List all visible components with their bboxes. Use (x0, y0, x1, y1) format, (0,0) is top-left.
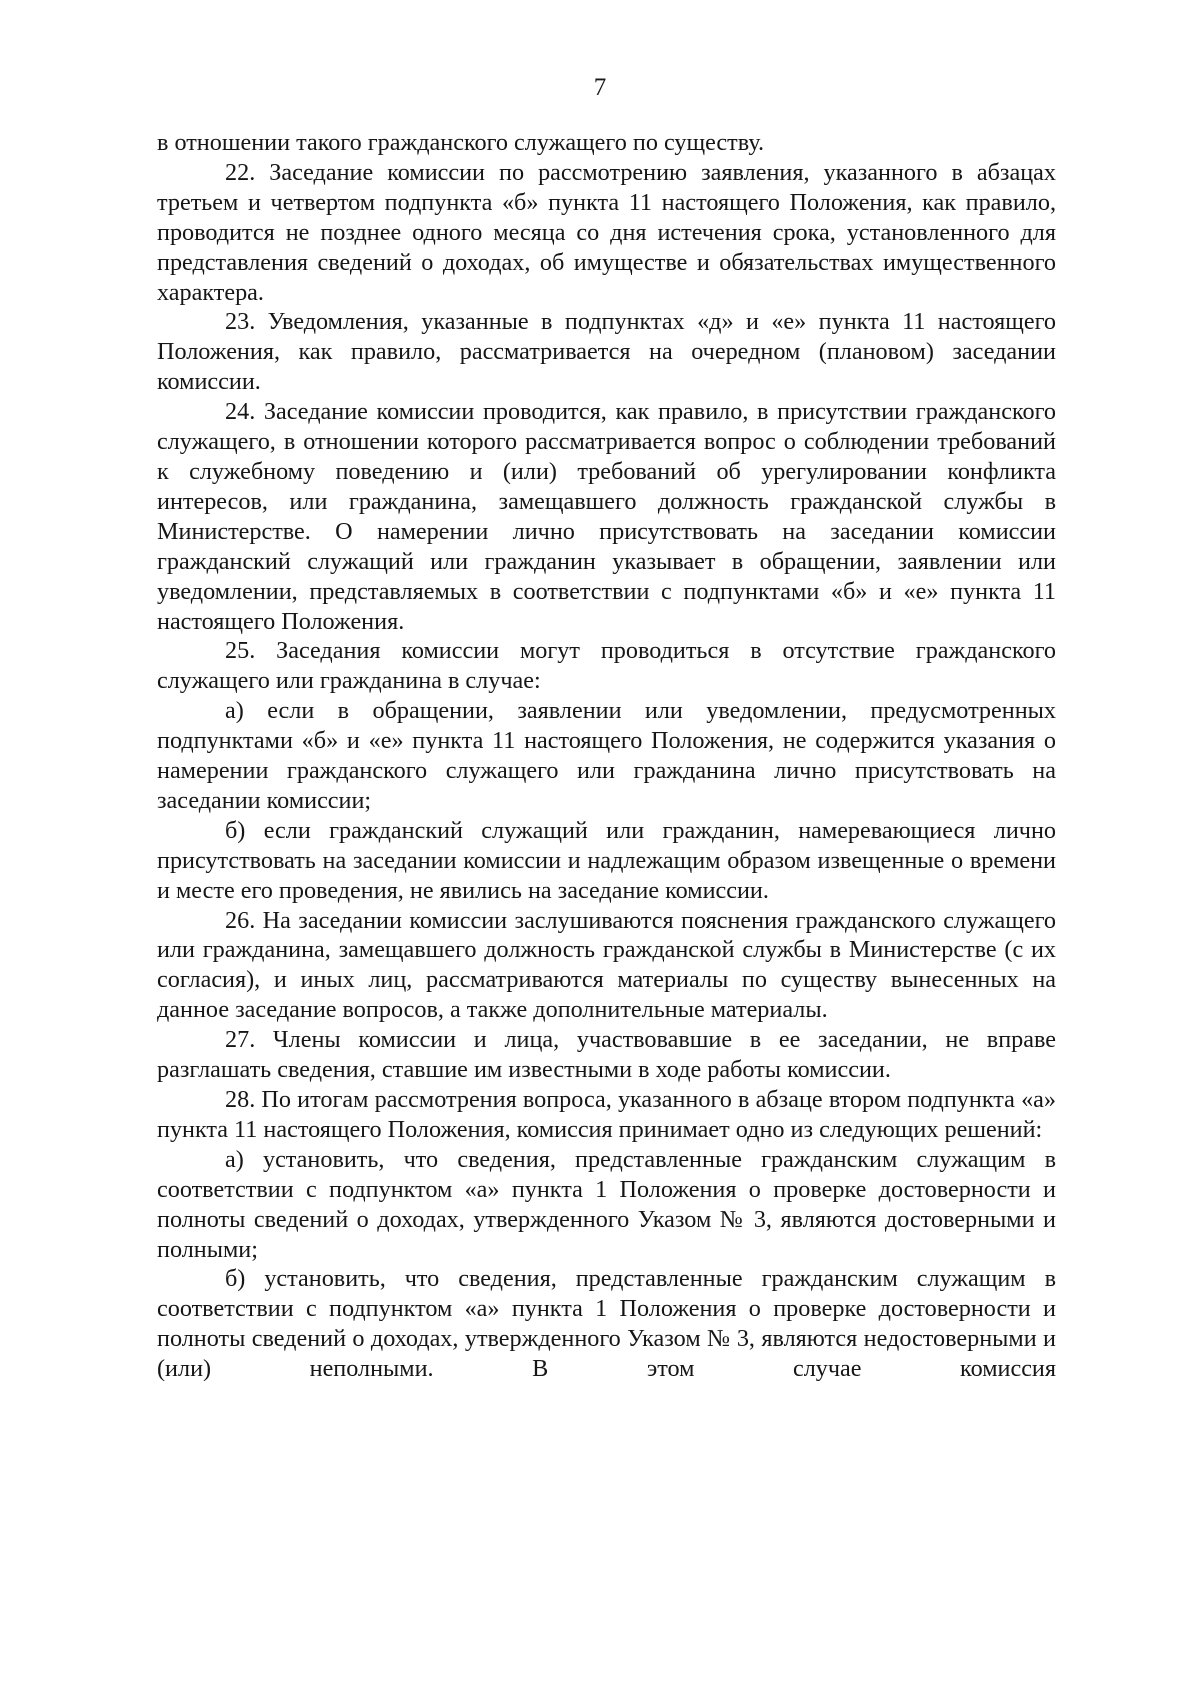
paragraph-25: 25. Заседания комиссии могут проводиться в отсутствие гражданского служащего или гражданина в случае: (157, 637, 1056, 695)
paragraph-22: 22. Заседание комиссии по рассмотрению заявления, указанного в абзацах третьем и четвертом подпункта «б» пункта 11 настоящего Положения, как правило, проводится не позднее одного месяца со дня истечения срока, установленного для представления сведений о доходах, об имуществе и обязательствах имущественного характера. (157, 158, 1056, 306)
paragraph-28-a: а) установить, что сведения, представленные гражданским служащим в соответствии с подпунктом «а» пункта 1 Положения о проверке достоверности и полноты сведений о доходах, утвержденного Указом № 3, являются достоверными и полными; (157, 1145, 1056, 1263)
paragraph-25-a: а) если в обращении, заявлении или уведомлении, предусмотренных подпунктами «б» и «е» пункта 11 настоящего Положения, не содержится указания о намерении гражданского служащего или гражданина лично присутствовать на заседании комиссии; (157, 697, 1056, 814)
paragraph-27: 27. Члены комиссии и лица, участвовавшие в ее заседании, не вправе разглашать сведения, ставшие им известными в ходе работы комиссии. (157, 1026, 1056, 1084)
paragraph-28: 28. По итогам рассмотрения вопроса, указанного в абзаце втором подпункта «а» пункта 11 настоящего Положения, комиссия принимает одно из следующих решений: (157, 1086, 1056, 1143)
paragraph-26: 26. На заседании комиссии заслушиваются пояснения гражданского служащего или гражданина, замещавшего должность гражданской службы в Министерстве (с их согласия), и иных лиц, рассматриваются материалы по существу вынесенных на данное заседание вопросов, а также дополнительные материалы. (157, 906, 1056, 1024)
paragraph-25-b: б) если гражданский служащий или гражданин, намеревающиеся лично присутствовать на заседании комиссии и надлежащим образом извещенные о времени и месте его проведения, не явились на заседание комиссии. (157, 816, 1056, 904)
paragraph-23: 23. Уведомления, указанные в подпунктах «д» и «е» пункта 11 настоящего Положения, как правило, рассматривается на очередном (плановом) заседании комиссии. (157, 308, 1056, 396)
page-number: 7 (593, 74, 607, 101)
document-body (157, 128, 1056, 1384)
paragraph-continuation: в отношении такого гражданского служащего по существу. (157, 129, 765, 156)
paragraph-24: 24. Заседание комиссии проводится, как правило, в присутствии гражданского служащего, в отношении которого рассматривается вопрос о соблюдении требований к служебному поведению и (или) требований об урегулировании конфликта интересов, или гражданина, замещавшего должность гражданской службы в Министерстве. О намерении лично присутствовать на заседании комиссии гражданский служащий или гражданин указывает в обращении, заявлении или уведомлении, представляемых в соответствии с подпунктами «б» и «е» пункта 11 настоящего Положения. (157, 398, 1056, 635)
paragraph-28-b: б) установить, что сведения, представленные гражданским служащим в соответствии с подпунктом «а» пункта 1 Положения о проверке достоверности и полноты сведений о доходах, утвержденного Указом № 3, являются недостоверными и (или) неполными. В этом случае комиссия (157, 1265, 1056, 1383)
